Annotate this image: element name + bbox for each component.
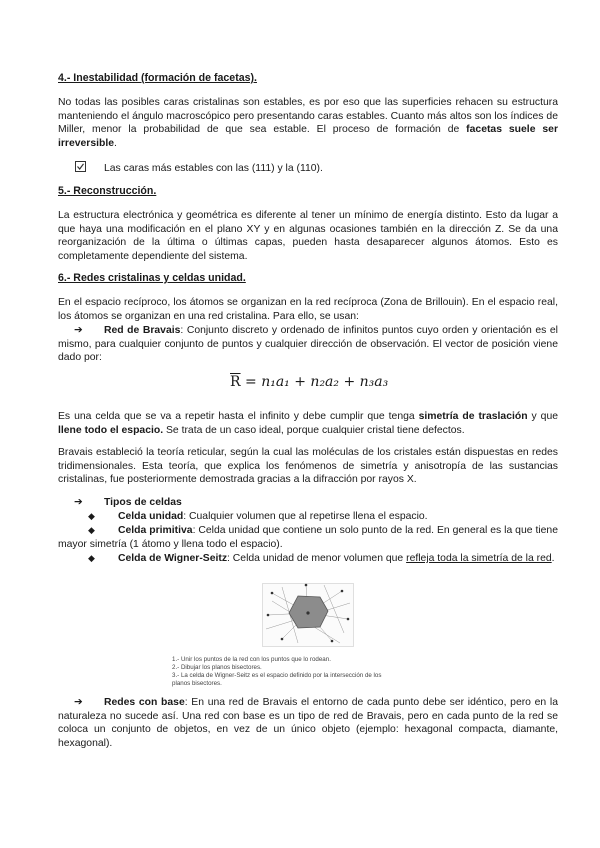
- formula-term-1: n₁a₁: [261, 374, 290, 390]
- caption-line: 2.- Dibujar los planos bisectores.: [172, 664, 262, 671]
- diamond-bullet-icon: ◆: [88, 511, 95, 521]
- facetas-emphasis: facetas suele ser irreversible: [58, 124, 558, 149]
- formula-plus-2: +: [339, 374, 360, 390]
- wigner-seitz-label: Celda de Wigner-Seitz: [118, 553, 228, 564]
- section-6-heading: 6.- Redes cristalinas y celdas unidad.: [58, 272, 246, 284]
- celda-unidad-text: : Cualquier volumen que al repetirse llena el espacio.: [183, 511, 428, 522]
- checkbox-icon: [75, 161, 86, 172]
- check-item-text: Las caras más estables con las (111) y la (110).: [104, 163, 323, 174]
- section-5-heading: 5.- Reconstrucción.: [58, 185, 157, 197]
- wigner-seitz-figure: [262, 583, 354, 647]
- section-4-paragraph: [58, 96, 558, 150]
- celda-primitiva-text: : Celda unidad que contiene un solo punto de la red. En general es la que tiene mayor simetría (1 átomo y llena todo el espacio).: [58, 525, 558, 550]
- wigner-seitz-diagram: [262, 583, 354, 647]
- redes-con-base-text: : En una red de Bravais el entorno de cada punto debe ser idéntico, pero en la naturaleza no sucede así. Una red con base es un tipo de red de Bravais, pero en cada punto de la red se coloca un conjunto de objetos, en vez de un único objeto (ejemplo: hexagonal compacta, diamante, hexagonal).: [58, 697, 558, 749]
- p2-llene: llene todo el espacio.: [58, 424, 164, 436]
- wigner-seitz-text-end: .: [551, 553, 555, 564]
- section-5-paragraph: La estructura electrónica y geométrica es diferente al tener un mínimo de energía distinto. Esto da lugar a que haya una modificación en el plano XY y en algunas ocasiones también en la dirección Z. Se da una reorganización de la última o últimas capas, pueden hasta desaparecer algunos átomos. Esto es completamente dependiente del sistema.: [58, 210, 558, 262]
- caption-line: 1.- Unir los puntos de la red con los puntos que lo rodean.: [172, 656, 331, 663]
- section-6-paragraph-3: Bravais estableció la teoría reticular, según la cual las moléculas de los cristales están dispuestas en redes tridimensionales. Esta teoría, que explica los fenómenos de simetría y anisotropía de las sustancias cristalinas, fue posteriormente demostrada gracias a la difracción por rayos X.: [58, 447, 558, 486]
- redes-con-base-item: [58, 696, 558, 750]
- formula-R: $\overline{R}$: [230, 374, 241, 390]
- section-6-paragraph-2: [58, 410, 558, 437]
- wigner-seitz-underlined: refleja toda la simetría de la red: [406, 553, 552, 564]
- formula-term-2: n₂a₂: [310, 374, 340, 390]
- diamond-bullet-icon: ◆: [88, 553, 95, 563]
- section-4-heading: 4.- Inestabilidad (formación de facetas).: [58, 72, 257, 84]
- celda-unidad-label: Celda unidad: [118, 511, 184, 522]
- formula-eq: =: [240, 374, 262, 390]
- arrow-icon: ➔: [74, 497, 83, 508]
- check-item: [75, 160, 575, 176]
- p2-traslacion: simetría de traslación: [418, 411, 528, 422]
- arrow-icon: ➔: [74, 325, 83, 336]
- formula-plus-1: +: [289, 374, 311, 390]
- tipos-celdas-item: [58, 496, 558, 510]
- figure-caption: [172, 656, 472, 688]
- wigner-seitz-text: : Celda unidad de menor volumen que: [227, 553, 407, 564]
- bravais-label: Red de Bravais: [104, 325, 181, 336]
- celda-unidad-item: [58, 510, 558, 524]
- wigner-seitz-item: [58, 552, 558, 566]
- section-4-text-end: .: [114, 137, 117, 149]
- celda-primitiva-label: Celda primitiva: [118, 525, 193, 536]
- formula-term-3: n₃a₃: [359, 374, 389, 390]
- p2-text-c: y que: [527, 411, 558, 422]
- section-4-text: No todas las posibles caras cristalinas son estables, es por eso que las superficies rehacen su estructura manteniendo el ángulo macroscópico pero presentando caras estables. Cuanto más altos son los índices de Miller, menor la probabilidad de que sea estable. El proceso de formación de: [58, 97, 558, 136]
- p2-text-e: Se trata de un caso ideal, porque cualquier cristal tiene defectos.: [163, 424, 465, 436]
- position-vector-formula: [230, 374, 388, 390]
- caption-line: planos bisectores.: [172, 680, 222, 687]
- bravais-item: [58, 324, 558, 365]
- diamond-bullet-icon: ◆: [88, 525, 95, 535]
- arrow-icon: ➔: [74, 697, 83, 708]
- caption-line: 3.- La celda de Wigner-Seitz es el espacio definido por la intersección de los: [172, 672, 382, 679]
- p2-text-a: Es una celda que se va a repetir hasta el infinito y debe cumplir que tenga: [58, 411, 419, 422]
- redes-con-base-label: Redes con base: [104, 697, 185, 708]
- bravais-text: : Conjunto discreto y ordenado de infinitos puntos cuyo orden y orientación es el mismo, para cualquier conjunto de puntos y cualquier dirección de observación. El vector de posición viene dado por:: [58, 325, 558, 364]
- section-6-intro: En el espacio recíproco, los átomos se organizan en la red recíproca (Zona de Brillouin). En el espacio real, los átomos se organizan en una red cristalina. Para ello, se usan:: [58, 297, 558, 322]
- celda-primitiva-item: [58, 524, 558, 551]
- tipos-label: Tipos de celdas: [104, 497, 182, 508]
